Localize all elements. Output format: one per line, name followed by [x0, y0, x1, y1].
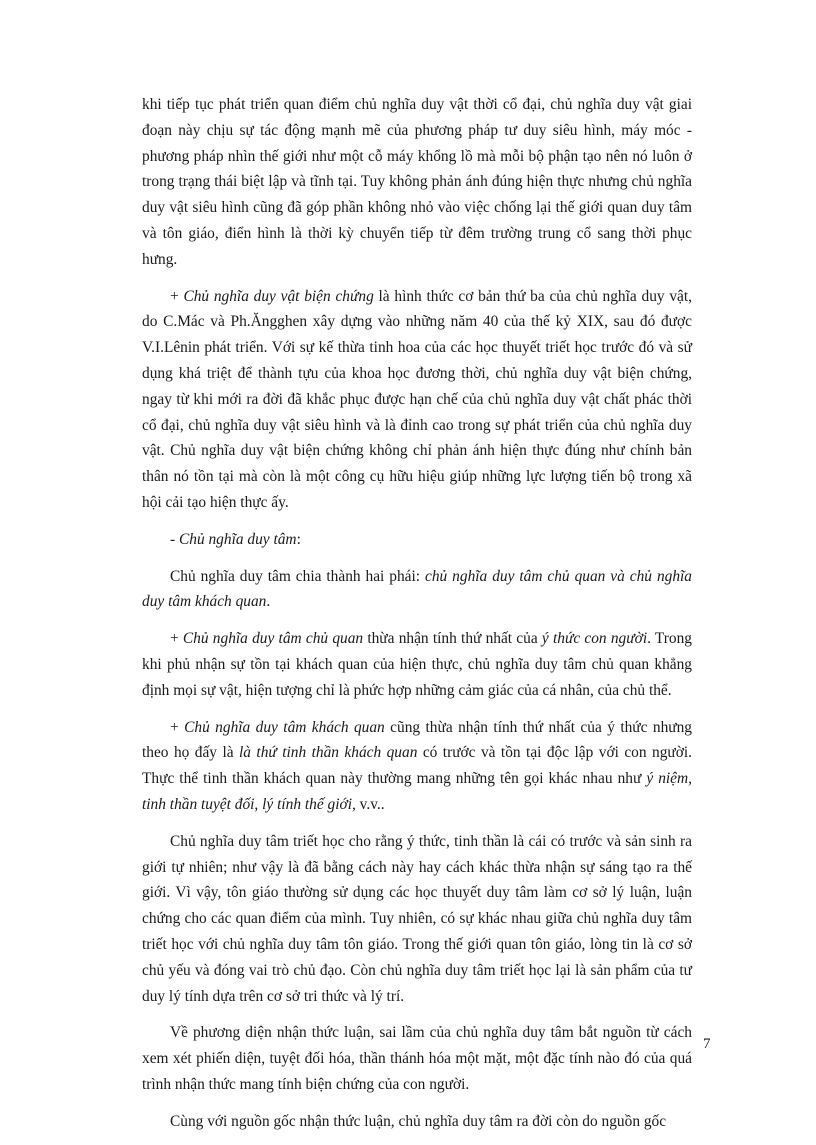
text-segment: thừa nhận tính thứ nhất của	[363, 630, 542, 648]
text-segment: cũng thừa nhận tính thứ nhất của ý thức nhưng theo họ đấy là	[142, 718, 693, 762]
document-body	[142, 92, 692, 1145]
text-segment: Chủ nghĩa duy tâm triết học cho rằng ý thức, tinh thần là cái có trước và sản sinh ra giới tự nhiên; như vậy là đã bằng cách này hay cách khác thừa nhận sự sáng tạo ra thế giới. Vì vậy, tôn giáo thường sử dụng các học thuyết duy tâm làm cơ sở lý luận, luận chứng cho các quan điểm của mình. Tuy nhiên, có sự khác nhau giữa chủ nghĩa duy tâm triết học với chủ nghĩa duy tâm tôn giáo. Trong thế giới quan tôn giáo, lòng tin là cơ sở chủ yếu và đóng vai trò chủ đạo. Còn chủ nghĩa duy tâm triết học lại là sản phẩm của tư duy lý tính dựa trên cơ sở tri thức và lý trí.	[142, 832, 692, 1005]
paragraph-6	[142, 715, 692, 818]
paragraph-4	[142, 564, 692, 616]
italic-text: Chủ nghĩa duy vật biện chứng	[183, 287, 374, 305]
text-segment: :	[296, 530, 301, 548]
text-segment: -	[170, 530, 179, 548]
page-number: 7	[703, 1036, 711, 1052]
paragraph-7	[142, 829, 692, 1010]
text-segment: Cùng với nguồn gốc nhận thức luận, chủ nghĩa duy tâm ra đời còn do nguồn gốc	[170, 1112, 667, 1130]
italic-text: chủ nghĩa duy tâm chủ quan và chủ nghĩa duy tâm khách quan	[142, 567, 692, 611]
text-segment: v.v..	[355, 795, 385, 813]
text-segment: +	[170, 287, 184, 305]
italic-text: Chủ nghĩa duy tâm	[178, 530, 297, 548]
paragraph-8	[142, 1020, 692, 1097]
text-segment: +	[170, 630, 183, 648]
italic-text: Chủ nghĩa duy tâm chủ quan	[182, 630, 364, 648]
text-segment: Về phương diện nhận thức luận, sai lầm của chủ nghĩa duy tâm bắt nguồn từ cách xem xét phiến diện, tuyệt đối hóa, thần thánh hóa một mặt, một đặc tính nào đó của quá trình nhận thức mang tính biện chứng của con người.	[142, 1024, 692, 1093]
paragraph-1	[142, 92, 692, 273]
text-segment: là hình thức cơ bản thứ ba của chủ nghĩa duy vật, do C.Mác và Ph.Ăngghen xây dựng vào những năm 40 của thế kỷ XIX, sau đó được V.I.Lênin phát triển. Với sự kế thừa tinh hoa của các học thuyết triết học trước đó và sử dụng khá triệt để thành tựu của khoa học đương thời, chủ nghĩa duy vật biện chứng, ngay từ khi mới ra đời đã khắc phục được hạn chế của chủ nghĩa duy vật chất phác thời cổ đại, chủ nghĩa duy vật siêu hình và là đỉnh cao trong sự phát triển của chủ nghĩa duy vật. Chủ nghĩa duy vật biện chứng không chỉ phản ánh hiện thực đúng như chính bản thân nó tồn tại mà còn là một công cụ hữu hiệu giúp những lực lượng tiến bộ trong xã hội cải tạo hiện thực ấy.	[142, 287, 692, 511]
text-segment: .	[266, 593, 271, 611]
text-segment: +	[170, 718, 185, 736]
text-segment: có trước và tồn tại độc lập với con người. Thực thể tinh thần khách quan này thường mang những tên gọi khác nhau như	[142, 744, 692, 788]
text-segment: . Trong khi phủ nhận sự tồn tại khách quan của hiện thực, chủ nghĩa duy tâm chủ quan khẳng định mọi sự vật, hiện tượng chỉ là phức hợp những cảm giác của cá nhân, của chủ thể.	[142, 630, 692, 699]
paragraph-5	[142, 626, 692, 703]
paragraph-2	[142, 284, 692, 516]
paragraph-9	[142, 1109, 692, 1135]
italic-text: là thứ tinh thần khách quan	[239, 744, 418, 762]
text-segment: Chủ nghĩa duy tâm chia thành hai phái:	[170, 567, 426, 585]
italic-text: ý thức con người	[541, 630, 648, 648]
italic-text: ý niệm, tinh thần tuyệt đối, lý tính thế giới,	[142, 770, 692, 813]
text-segment: khi tiếp tục phát triển quan điểm chủ nghĩa duy vật thời cổ đại, chủ nghĩa duy vật giai đoạn này chịu sự tác động mạnh mẽ của phương pháp tư duy siêu hình, máy móc - phương pháp nhìn thế giới như một cỗ máy khổng lồ mà mỗi bộ phận tạo nên nó luôn ở trong trạng thái biệt lập và tĩnh tại. Tuy không phản ánh đúng hiện thực nhưng chủ nghĩa duy vật siêu hình cũng đã góp phần không nhỏ vào việc chống lại thế giới quan duy tâm và tôn giáo, điển hình là thời kỳ chuyển tiếp từ đêm trường trung cổ sang thời phục hưng.	[142, 96, 692, 268]
italic-text: Chủ nghĩa duy tâm khách quan	[184, 718, 385, 736]
paragraph-3	[142, 527, 692, 553]
